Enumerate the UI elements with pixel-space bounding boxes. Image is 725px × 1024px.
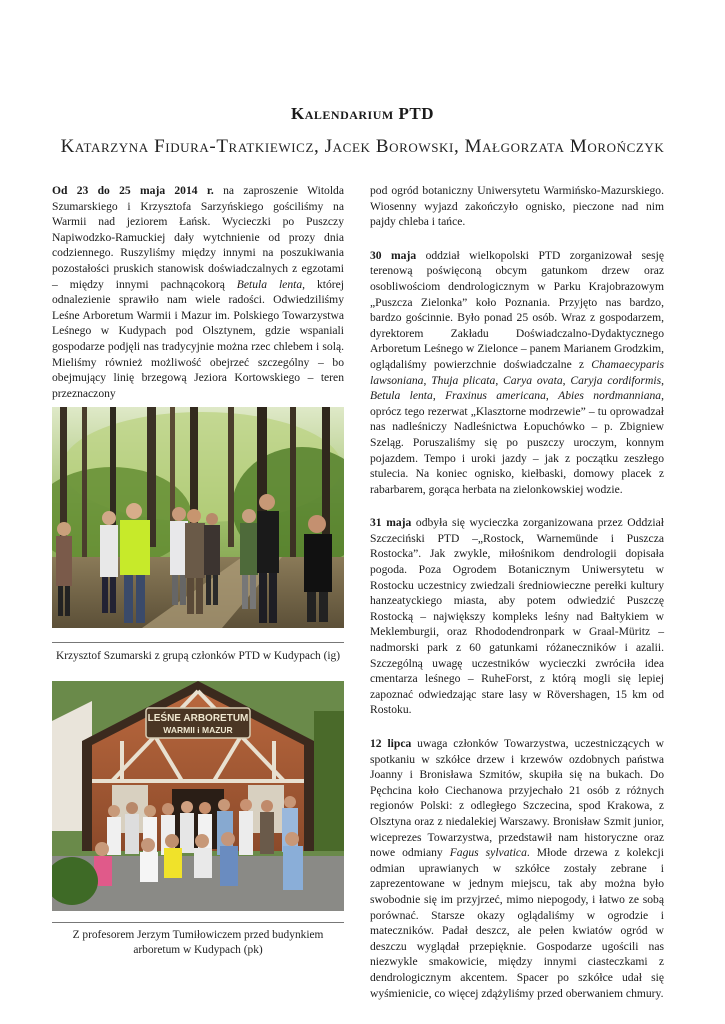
article-authors: Katarzyna Fidura-Tratkiewicz, Jacek Borowski, Małgorzata Morończyk <box>60 136 665 157</box>
separator: , <box>661 373 664 387</box>
date-label: 12 lipca <box>370 737 412 750</box>
caption-divider <box>52 922 344 923</box>
species-name: Fraxinus americana <box>445 389 546 403</box>
species-name: Thuja plicata <box>431 373 496 387</box>
paragraph-may-31 <box>370 515 664 718</box>
photo-arboretum-building <box>52 681 344 911</box>
caption-forest-group: Krzysztof Szumarski z grupą członków PTD w Kudypach (ig) <box>55 650 341 662</box>
separator: , <box>495 373 504 387</box>
paragraph-text: , której odnalezienie sprawiło nam wiele radości. Odwiedziliśmy Leśne Arboretum Warmii i Mazur im. Polskiego Towarzystwa Leśnego w Kudypach pod Olsztynem, gdzie wspaniali gospodarze podjęli nas tradycyjnie można rzec chlebem i solą. Mieliśmy również możliwość obejrzeć szczególny – bo obejmujący linię brzegową Jeziora Kortowskiego – teren przeznaczony <box>52 277 344 400</box>
caption-divider <box>52 642 344 643</box>
paragraph-text: oddział wielkopolski PTD zorganizował sesję terenową poświęconą obcym gatunkom drzew oraz osobliwościom dendrologicznym w Parku Krajobrazowym „Puszcza Zielonka” koło Poznania. Przyjęto nas bardzo, bardzo gościnnie. Było ponad 25 osób. Wraz z gospodarzem, dyrektorem Zakładu Doświadczalno-Dydaktycznego Arboretum Leśnego w Zielonce – panem Marianem Grodzkim, oglądaliśmy powierzchnie doświadczalne z <box>370 248 664 371</box>
separator: , <box>423 373 432 387</box>
separator: , <box>545 389 559 403</box>
paragraph-may-30 <box>370 248 664 498</box>
date-label: 31 maja <box>370 516 412 530</box>
species-name: Chamaecyparis lawsoniana <box>370 357 664 387</box>
left-column <box>52 183 344 401</box>
photo-forest-group <box>52 407 344 628</box>
species-name: Betula lenta <box>370 389 433 403</box>
caption-arboretum-building: Z profesorem Jerzym Tumiłowiczem przed budynkiem arboretum w Kudypach (pk) <box>72 929 324 956</box>
paragraph-text: uwaga członków Towarzystwa, uczestniczących w spotkaniu w szkółce drzew i krzewów ozdobnych państwa Joanny i Bronisława Szmitów, skupiła się na bukach. Do Pęchcina koło Ciechanowa przyjechało 21 osób z różnych regionów Polski: z odległego Szczecina, spod Krakowa, z Olsztyna oraz z niedalekiej Warszawy. Bronisław Szmit junior, wiceprezes Towarzystwa, przedstawił nam historyczne oraz nowe odmiany <box>370 737 664 860</box>
arboretum-building-image <box>52 681 344 911</box>
species-name: Caryja cordiformis <box>570 373 662 387</box>
species-name: Carya ovata <box>503 373 563 387</box>
sign-text-line1: LEŚNE ARBORETUM <box>147 713 249 724</box>
species-name: Betula lenta <box>236 277 303 291</box>
date-label: 30 maja <box>370 248 417 262</box>
date-label: Od 23 do 25 maja 2014 r. <box>52 184 214 197</box>
paragraph-text: na zaproszenie Witolda Szumarskiego i Krzysztofa Sarzyńskiego gościliśmy na Warmii nad jeziorem Łańsk. Wycieczki po Puszczy Napiwodzko-Ramuckiej dały wytchnienie od prozy dnia codziennego. Ruszyliśmy między innymi na poszukiwania pozostałości pruskich stanowisk doświadczalnych z egzotami – między innymi pachnącokorą <box>52 184 344 291</box>
species-name: Fagus sylvatica <box>449 846 527 860</box>
paragraph-text: . Młode drzewa z kolekcji odmian uprawianych w szkółce zostały zebrane i zaprezentowane w jednym miejscu, tak aby można było swobodnie się im przyjrzeć, mimo niepogody, i łatwo ze sobą porównać. Starsze okazy oglądaliśmy w ogrodzie i mateczników. Padał deszcz, ale pełen kwiatów ogród w deszczu wyglądał przepięknie. Gospodarze ugościli nas niezwykle smakowicie, między innymi ciasteczkami z dendrologicznym akcentem. Spacer po szkółce udał się wyśmienicie, co więcej zdążyliśmy przed oberwaniem chmury. <box>370 846 665 1000</box>
paragraph-continuation: pod ogród botaniczny Uniwersytetu Warmińsko-Mazurskiego. Wiosenny wyjazd zakończyło ognisko, pieczone nad nim pajdy chleba i tańce. <box>370 184 664 229</box>
paragraph-may-23 <box>52 183 344 401</box>
paragraph-text: , oprócz tego rezerwat „Klasztorne modrzewie” – tu oprowadzał nas nadleśniczy Nadleśnictwa Łopuchówko – p. Zbigniew Szeląg. Poruszaliśmy się po puszczy uroczym, konnym pojazdem. Tempo i uroki jazdy – jak z początku zeszłego stulecia. Na koniec ognisko, kiełbaski, domowy placek z rabarbarem, gorąca herbata na zielonkowskiej wodzie. <box>370 389 664 496</box>
separator: , <box>562 373 571 387</box>
paragraph-text: odbyła się wycieczka zorganizowana przez Oddział Szczeciński PTD –„Rostock, Warnemünde i Puszcza Rostocka”. Jak zwykle, miłośnikom dendrologii dopisała pogoda. Poza Ogrodem Botanicznym Uniwersytetu w Rostocku uczestnicy zwiedzali średniowieczne perełki kultury hanzeatyckiego miasta, aby potem odwiedzić Puszczę Rostocką – największy kompleks leśny nad Bałtykiem w Meklemburgii, oraz Rhododendronpark w Graal-Müritz – nadmorski park z 60 gatunkami różaneczników i azalii. Szczególną uwagę uczestników wycieczki zwróciła idea cmentarza leśnego – RuheForst, z którą mogli się lepiej zapoznać odwiedzając stare lasy w Rövershagen, 15 km od Rostoku. <box>370 516 664 717</box>
sign-text-line2: WARMII i MAZUR <box>163 725 233 735</box>
separator: , <box>432 389 446 403</box>
paragraph-july-12 <box>370 736 664 1001</box>
species-name: Abies nordmanniana <box>558 389 662 403</box>
article-title: Kalendarium PTD <box>291 104 434 123</box>
right-column <box>370 183 664 1019</box>
forest-group-image <box>52 407 344 628</box>
